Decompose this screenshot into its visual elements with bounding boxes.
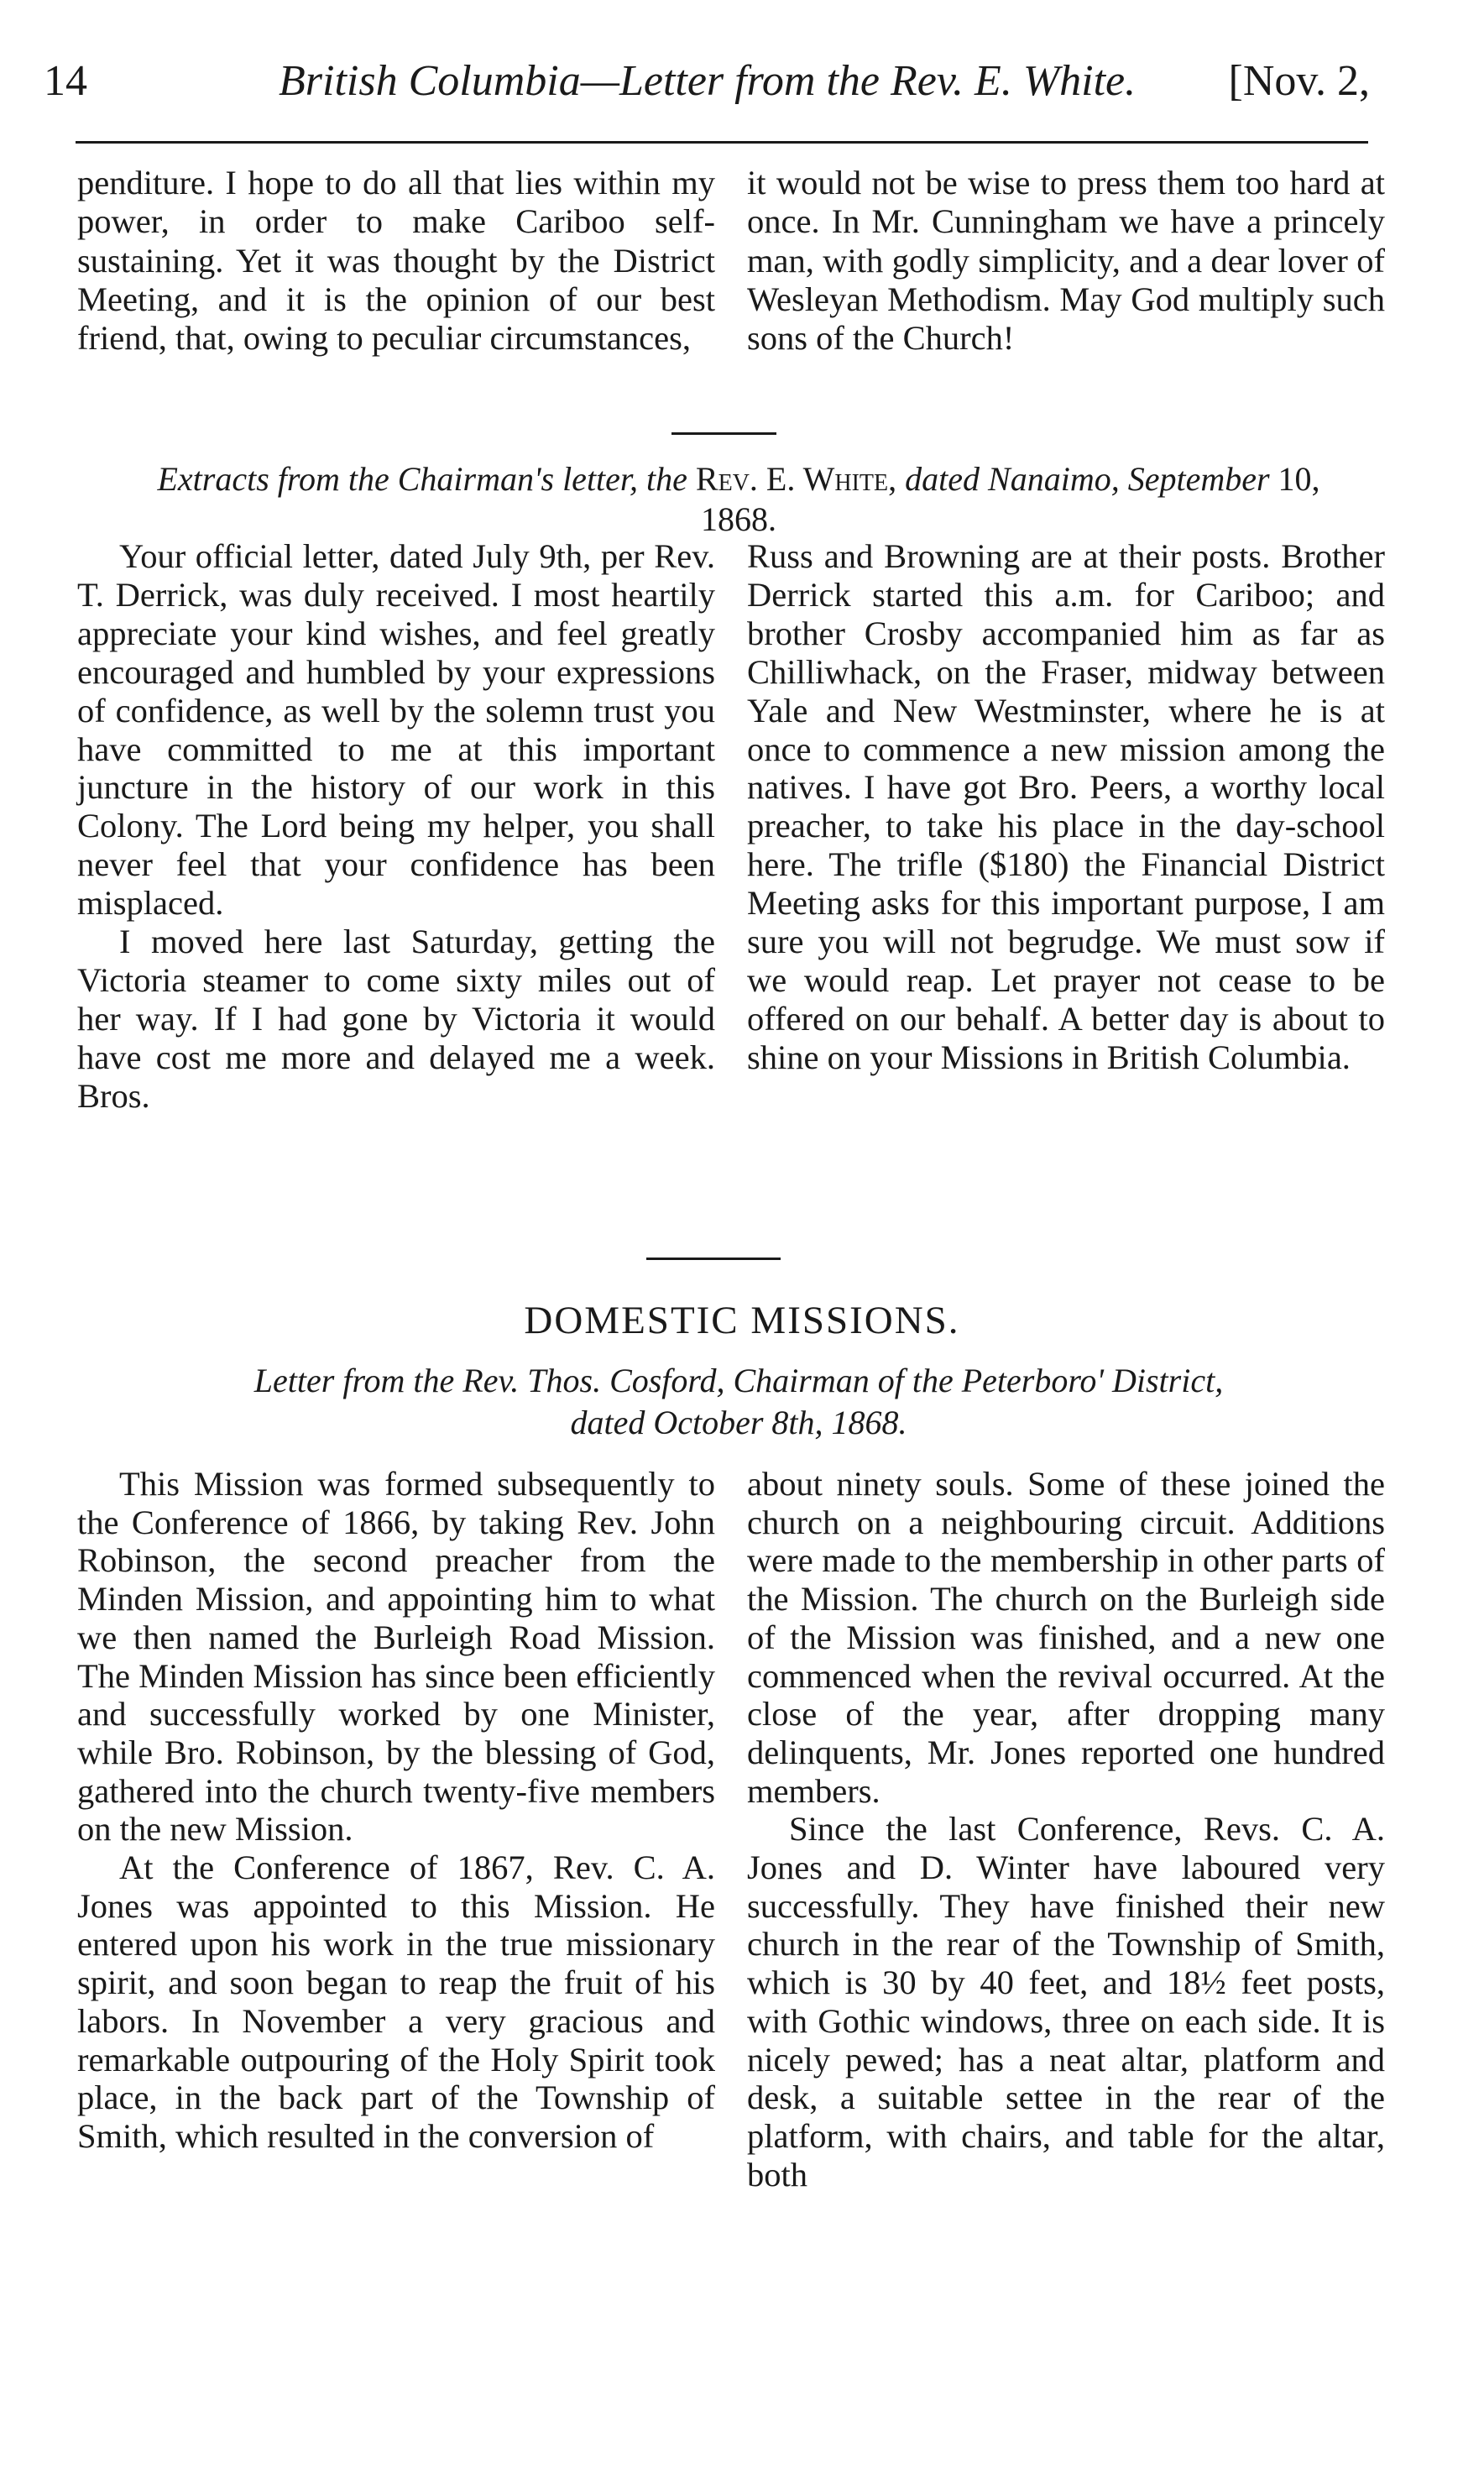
page-number: 14 (44, 57, 87, 105)
continuation-paragraph-right: it would not be wise to press them too hard at once. In Mr. Cunningham we have a princely man, with godly simplicity, and a dear lover of Wesleyan Methodism. May God multiply such sons of the Church! (747, 164, 1385, 358)
extract-right-column (747, 537, 1385, 1077)
continuation-paragraph-left: penditure. I hope to do all that lies within my power, in order to make Cariboo self-sustaining. Yet it was thought by the District Meeting, and it is the opinion of our best friend, that, owing to peculiar circumstances, (77, 164, 715, 358)
extract-paragraph: Your official letter, dated July 9th, per Rev. T. Derrick, was duly received. I most heartily appreciate your kind wishes, and feel greatly encouraged and humbled by your expressions of confidence, as well by the solemn trust you have committed to me at this important juncture in the history of our work in this Colony. The Lord being my helper, you shall never feel that your confidence has been misplaced. (77, 537, 715, 923)
section-title: DOMESTIC MISSIONS. (524, 1299, 960, 1342)
extract-caption (118, 459, 1360, 540)
extract-paragraph: I moved here last Saturday, getting the Victoria steamer to come sixty miles out of her way. If I had gone by Victoria it would have cost me more and delayed me a week. Bros. (77, 923, 715, 1115)
header-rule (76, 141, 1368, 144)
domestic-right-column (747, 1465, 1385, 2194)
extract-caption-name: Rev. E. White, (695, 460, 897, 498)
continuation-left-column (77, 164, 715, 358)
section-divider (646, 1258, 781, 1260)
domestic-paragraph: Since the last Conference, Revs. C. A. Jones and D. Winter have laboured very successfully. They have finished their new church in the rear of the Township of Smith, which is 30 by 40 feet, and 18½ feet posts, with Gothic windows, three on each side. It is nicely pewed; has a neat altar, platform and desk, a suitable settee in the rear of the platform, with chairs, and table for the altar, both (747, 1810, 1385, 2194)
extract-paragraph: Russ and Browning are at their posts. Brother Derrick started this a.m. for Cariboo; and brother Crosby accompanied him as far as Chilliwhack, on the Fraser, midway between Yale and New Westminster, where he is at once to commence a new mission among the natives. I have got Bro. Peers, a worthy local preacher, to take his place in the day-school here. The trifle ($180) the Financial District Meeting asks for this important purpose, I am sure you will not begrudge. We must sow if we would reap. Let prayer not cease to be offered on our behalf. A better day is about to shine on your Missions in British Columbia. (747, 537, 1385, 1076)
domestic-paragraph: about ninety souls. Some of these joined the church on a neighbouring circuit. Additions were made to the membership in other parts of the Mission. The church on the Burleigh side of the Mission was finished, and a new one commenced when the revival occurred. At the close of the year, after dropping many delinquents, Mr. Jones reported one hundred members. (747, 1465, 1385, 1810)
extract-left-column (77, 537, 715, 1116)
running-date: [Nov. 2, (1228, 57, 1370, 105)
domestic-left-column (77, 1465, 715, 2156)
domestic-paragraph: This Mission was formed subsequently to the Conference of 1866, by taking Rev. John Robinson, the second preacher from the Minden Mission, and appointing him to what we then named the Burleigh Road Mission. The Minden Mission has since been efficiently and successfully worked by one Minister, while Bro. Robinson, by the blessing of God, gathered into the church twenty-five members on the new Mission. (77, 1465, 715, 1848)
continuation-right-column (747, 164, 1385, 358)
extract-caption-date: 10, 1868. (701, 460, 1320, 538)
extract-caption-dated: dated Nanaimo, September (905, 460, 1270, 498)
section-divider (671, 432, 776, 435)
running-head (44, 52, 1370, 111)
extract-caption-prefix: Extracts from the Chairman's letter, the (157, 460, 687, 498)
letter-caption (118, 1360, 1360, 1444)
letter-caption-line: dated October 8th, 1868. (570, 1404, 907, 1441)
letter-caption-line: Letter from the Rev. Thos. Cosford, Chairman of the Peterboro' District, (253, 1362, 1224, 1399)
domestic-paragraph: At the Conference of 1867, Rev. C. A. Jones was appointed to this Mission. He entered upon his work in the true missionary spirit, and soon began to reap the fruit of his labors. In November a very gracious and remarkable outpouring of the Holy Spirit took place, in the back part of the Township of Smith, which resulted in the conversion of (77, 1848, 715, 2155)
running-title: British Columbia—Letter from the Rev. E. White. (279, 57, 1137, 105)
